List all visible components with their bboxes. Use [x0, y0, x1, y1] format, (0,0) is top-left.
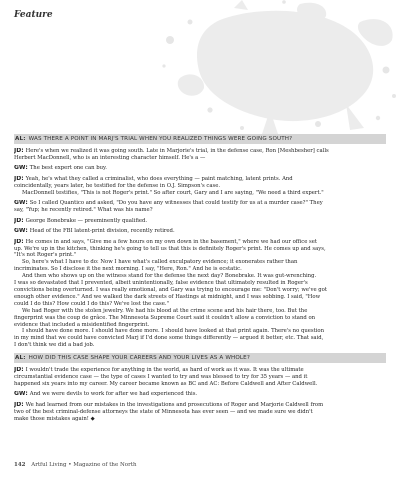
speaker-label: JD:: [14, 175, 24, 182]
paragraph-line: evidence that included a misidentified fingerprint.: [14, 321, 150, 328]
question-speaker: AL:: [15, 136, 26, 142]
paragraph-line: [14, 402, 386, 409]
question-text: HOW DID THIS CASE SHAPE YOUR CAREERS AND YOUR LIVES AS A WHOLE?: [28, 355, 250, 362]
paragraph-text: Here's when we realized it was going south. Late in Marjorie's trial, in the defense case, Ron [Meshbesher] calls: [25, 148, 329, 154]
paragraph: [14, 391, 386, 398]
paragraph-line: incriminates. So I disclose it the next morning. I say, "Here, Ron." And he is ecstatic.: [14, 266, 242, 273]
paragraph-line: [14, 176, 386, 183]
paragraph-line: up. We're up in the kitchen, thinking he's going to tell us that this is definitely Roger's print. He comes up and says,: [14, 245, 326, 252]
answer-group-2: [14, 367, 386, 423]
paragraph: [14, 165, 386, 172]
page-number: 142: [14, 462, 26, 468]
paragraph-line: two of the best criminal-defense attorneys the state of Minnesota has ever seen — and we made sure we didn't: [14, 408, 313, 415]
speaker-label: GW:: [14, 228, 28, 235]
question-text: WAS THERE A POINT IN MARJ'S TRIAL WHEN YOU REALIZED THINGS WERE GOING SOUTH?: [28, 136, 293, 142]
paragraph: [14, 176, 386, 197]
paragraph-text: The best expert one can buy.: [29, 165, 107, 172]
paragraph-line: MacDonnell testifies, "This is not Roger's print." So after court, Gary and I are saying, "We need a third expert.": [22, 189, 324, 196]
question-bar-1: [14, 134, 386, 144]
paragraph: [14, 148, 386, 162]
speaker-label: JD:: [14, 401, 24, 408]
speaker-label: JD:: [14, 148, 24, 154]
paragraph-text: He comes in and says, "Give me a few hours on my own down in the basement," where we had our office set: [25, 238, 317, 245]
paragraph-line: [14, 367, 386, 374]
paragraph-line: [14, 239, 386, 246]
paragraph-line: convictions being overturned. I was really emotional, and Gary was trying to encourage me: "Don't worry; we've got: [14, 286, 327, 293]
paragraph-line: [14, 218, 386, 225]
paragraph-line: make those mistakes again! ◆: [14, 415, 95, 422]
paragraph: [14, 218, 386, 225]
paragraph-line: We had Roger with the stolen jewelry. We had his blood at the crime scene and his hair there, too. But the: [22, 307, 308, 314]
speaker-label: GW:: [14, 165, 28, 172]
paragraph-line: [14, 165, 386, 172]
paragraph-text: So I called Quantico and asked, "Do you have any witnesses that could testify for us at a murder case?" They: [29, 200, 323, 207]
paragraph-line: enough other evidence." And we walked the dark streets of Hastings at midnight, and I was sobbing. I said, "How: [14, 293, 321, 300]
paragraph-line: [14, 148, 386, 155]
ink-splatter-decoration: [150, 0, 400, 135]
paragraph: [14, 402, 386, 423]
paragraph-line: happened six years into my career. My career became known as BC and AC: Before Caldwell and After Caldwell.: [14, 380, 318, 387]
paragraph-line: [14, 228, 386, 235]
paragraph-text: I wouldn't trade the experience for anything in the world, as hard of work as it was. It was the ultimate: [25, 367, 304, 374]
paragraph-line: [14, 200, 386, 207]
paragraph-text: And we were devils to work for after we had experienced this.: [29, 391, 198, 398]
paragraph-line: coincidentally, years later, he testified for the defense in O.J. Simpson's case.: [14, 182, 221, 189]
paragraph-line: could I do this? How could I do this? We've lost the case.": [14, 300, 170, 307]
speaker-label: GW:: [14, 200, 28, 207]
paragraph-line: I should have done more. I should have done more. I should have looked at that print again. There's no question: [22, 328, 325, 335]
interview-content: [14, 134, 386, 426]
paragraph-line: fingerprint was the coup de grâce. The Minnesota Supreme Court said it couldn't allow a conviction to stand on: [14, 314, 316, 321]
paragraph: [14, 367, 386, 388]
paragraph-line: circumstantial evidence case — the type of cases I wanted to try and was blessed to try for 35 years — and it: [14, 374, 308, 381]
paragraph: [14, 200, 386, 214]
question-speaker: AL:: [15, 355, 26, 362]
paragraph-text: We had learned from our mistakes in the investigations and prosecutions of Roger and Marjorie Caldwell from: [25, 401, 324, 408]
paragraph-line: say, "Yup; he recently retired." What was his name?: [14, 207, 153, 214]
paragraph-text: Head of the FBI latent-print division, recently retired.: [29, 228, 175, 235]
paragraph-text: George Bonebrake — preeminently qualified.: [25, 217, 148, 224]
paragraph: [14, 239, 386, 350]
paragraph-line: in my mind that we could have convicted Marj if I'd done some things differently — argued it better, etc. That said,: [14, 335, 324, 342]
speaker-label: GW:: [14, 391, 28, 398]
page-footer: [14, 462, 136, 468]
paragraph-text: Yeah, he's what they called a criminalist, who does everything — paint matching, latent prints. And: [25, 175, 293, 182]
question-bar-2: [14, 353, 386, 363]
paragraph-line: And then who shows up on the witness stand for the defense the next day? Bonebrake. It was gut-wrenching.: [22, 273, 317, 280]
publication-name: Artful Living • Magazine of the North: [31, 462, 137, 468]
paragraph-line: Herbert MacDonnell, who is an interesting character himself. He's a —: [14, 154, 206, 161]
section-label: Feature: [14, 10, 53, 20]
paragraph: [14, 228, 386, 235]
speaker-label: JD:: [14, 238, 24, 245]
paragraph-line: So, here's what I have to do: Now I have what's called exculpatory evidence; it exonerates rather than: [22, 259, 298, 266]
speaker-label: JD:: [14, 367, 24, 374]
paragraph-line: I don't think we did a bad job.: [14, 342, 95, 349]
paragraph-line: I was so devastated that I prevented, albeit unintentionally, false evidence that ultimately resulted in Roger's: [14, 280, 308, 287]
answer-group-1: [14, 148, 386, 349]
speaker-label: JD:: [14, 217, 24, 224]
paragraph-line: [14, 391, 386, 398]
paragraph-line: "It's not Roger's print.": [14, 252, 77, 259]
